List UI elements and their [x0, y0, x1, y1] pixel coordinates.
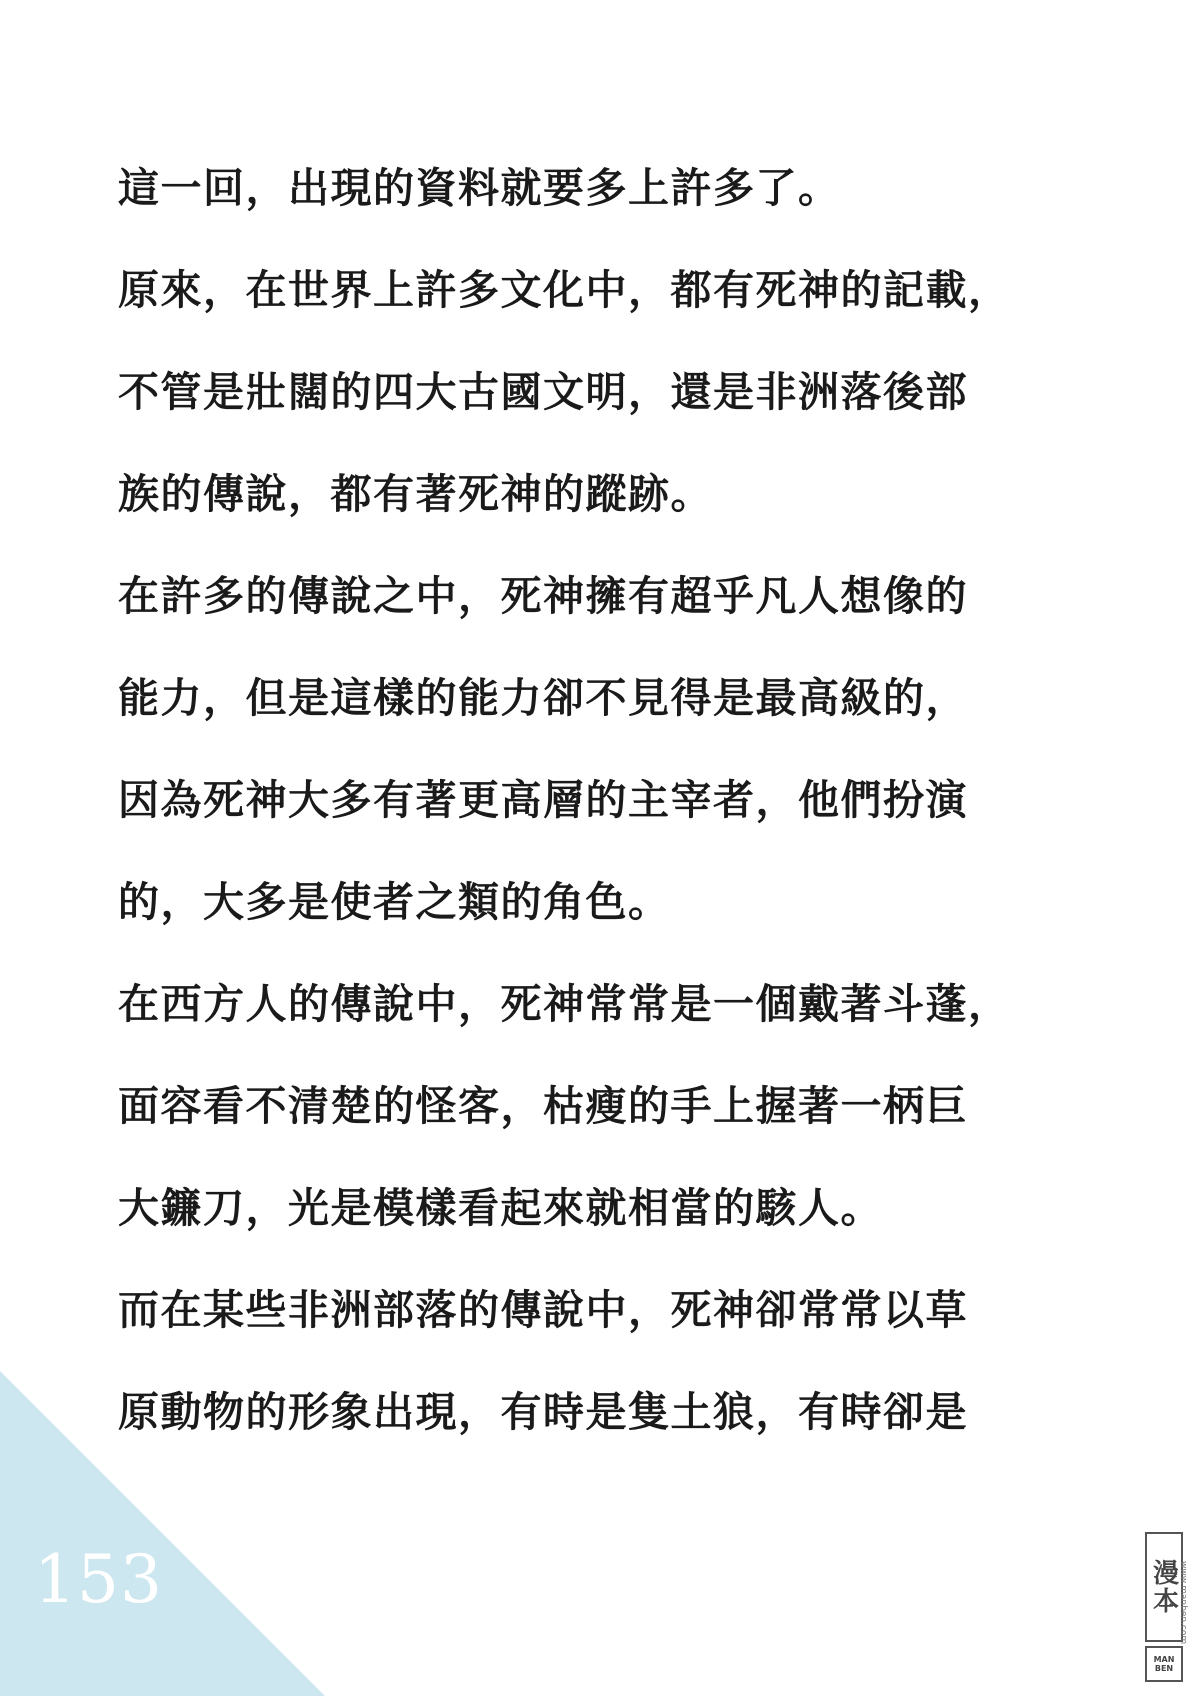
page-number: 153 — [34, 1541, 163, 1618]
text-line: 在許多的傳說之中，死神擁有超乎凡人想像的 — [118, 572, 968, 620]
text-line: 因為死神大多有著更高層的主宰者，他們扮演 — [118, 776, 968, 824]
watermark — [1142, 1532, 1186, 1684]
watermark-url: www.manben.com — [1178, 1560, 1188, 1644]
text-line: 在西方人的傳說中，死神常常是一個戴著斗蓬， — [118, 980, 1011, 1028]
text-line: 面容看不清楚的怪客，枯瘦的手上握著一柄巨 — [118, 1082, 968, 1130]
text-line: 原來，在世界上許多文化中，都有死神的記載， — [118, 266, 1011, 314]
text-line: 不管是壯闊的四大古國文明，還是非洲落後部 — [118, 368, 968, 416]
text-line: 原動物的形象出現，有時是隻土狼，有時卻是 — [118, 1388, 968, 1436]
text-line: 而在某些非洲部落的傳說中，死神卻常常以草 — [118, 1286, 968, 1334]
watermark-brand: 漫本 — [1145, 1532, 1183, 1642]
text-line: 這一回，出現的資料就要多上許多了。 — [118, 164, 841, 212]
watermark-logo: MAN BEN — [1145, 1646, 1183, 1682]
text-line: 的，大多是使者之類的角色。 — [118, 878, 671, 926]
text-line: 大鐮刀，光是模樣看起來就相當的駭人。 — [118, 1184, 883, 1232]
text-line: 族的傳說，都有著死神的蹤跡。 — [118, 470, 713, 518]
text-line: 能力，但是這樣的能力卻不見得是最高級的， — [118, 674, 968, 722]
